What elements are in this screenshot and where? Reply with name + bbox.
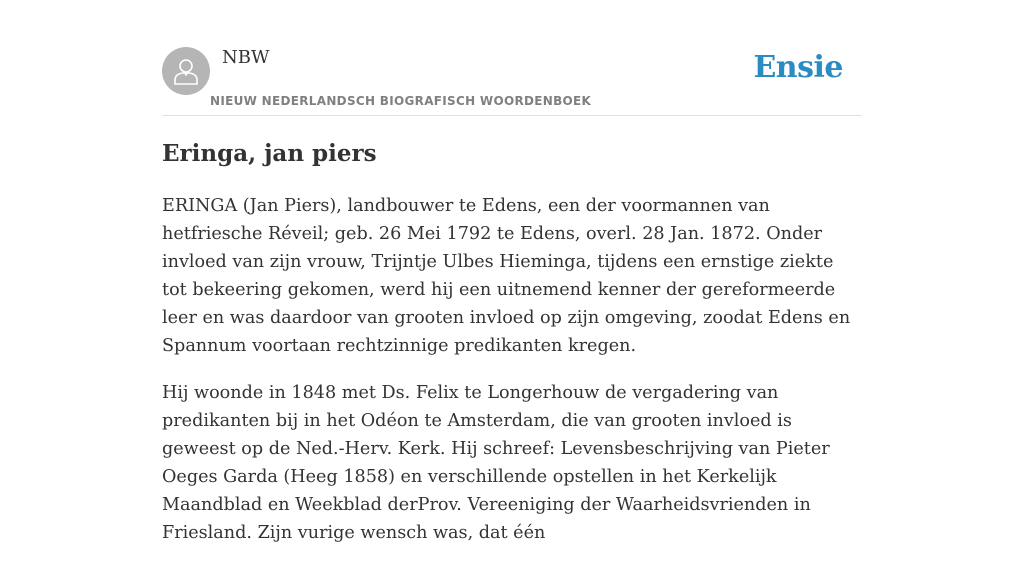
article-paragraph: ERINGA (Jan Piers), landbouwer te Edens, een der voormannen van hetfriesche Réveil; geb. 26 Mei 1792 te Edens, overl. 28 Jan. 1872. Onder invloed van zijn vrouw, Trijntje Ulbes Hieminga, tijdens een ernstige ziekte tot bekeering gekomen, werd hij een uitnemend kenner der gereformeerde leer en was daardoor van grooten invloed op zijn omgeving, zoodat Edens en Spannum voortaan rechtzinnige predikanten kregen. [162, 196, 851, 356]
article-body [162, 192, 862, 566]
source-avatar[interactable] [162, 47, 210, 95]
source-name[interactable]: NBW [222, 47, 270, 68]
brand-logo[interactable]: Ensie [753, 50, 843, 85]
user-icon [171, 56, 201, 86]
article-title: Eringa, jan piers [162, 140, 377, 167]
source-header [162, 46, 862, 116]
article-paragraph: Hij woonde in 1848 met Ds. Felix te Longerhouw de vergadering van predikanten bij in het Odéon te Amsterdam, die van grooten invloed is geweest op de Ned.-Herv. Kerk. Hij schreef: Levensbeschrijving van Pieter Oeges Garda (Heeg 1858) en verschillende opstellen in het Kerkelijk Maandblad en Weekblad derProv. Vereeniging der Waarheidsvrienden in Friesland. Zijn vurige wensch was, dat één [162, 383, 830, 543]
source-subtitle[interactable]: NIEUW NEDERLANDSCH BIOGRAFISCH WOORDENBOEK [210, 94, 592, 108]
